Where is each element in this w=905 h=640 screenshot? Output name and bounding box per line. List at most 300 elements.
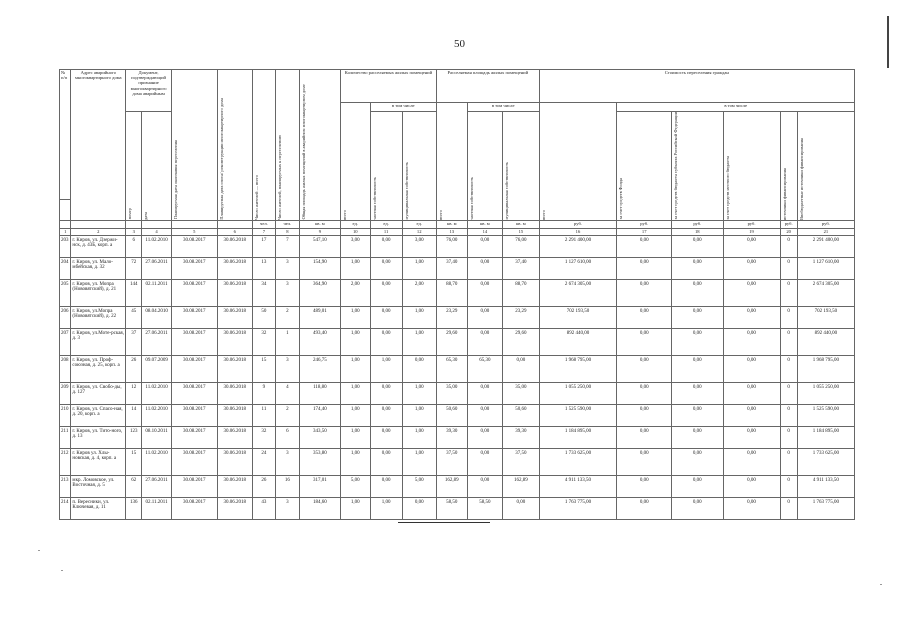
- row-number-cell: 210: [60, 404, 71, 426]
- doc-number-cell: 136: [126, 497, 142, 519]
- premises-count-cell: 1,00: [340, 426, 370, 448]
- unit-cell: руб.: [672, 220, 723, 228]
- cost-subject-budget-cell: 0,00: [672, 235, 723, 257]
- cost-extrabudget-cell: 1 127 610,00: [797, 257, 854, 279]
- address-cell: г. Киров, ул.Моте-рская, д. 3: [71, 328, 126, 355]
- header-residents-to-resettle: Число жителей, планируемых к переселению: [276, 134, 282, 220]
- total-area-cell: 493,40: [299, 328, 340, 355]
- address-cell: г. Киров, ул. Свобо-ды, д. 127: [71, 382, 126, 404]
- scan-speck: [880, 584, 882, 585]
- residents-cell: 13: [253, 257, 276, 279]
- premises-count-municipal-cell: 1,00: [402, 306, 436, 328]
- binder-edge-line: [887, 16, 889, 68]
- header-planned-demolition: Планируемая дата сноса/ реконструкции многоквартирного дома: [218, 97, 224, 220]
- premises-area-municipal-cell: 23,29: [503, 306, 540, 328]
- unit-cell: ед.: [370, 220, 402, 228]
- column-numbers-row: [60, 228, 855, 235]
- premises-count-private-cell: 0,00: [370, 306, 402, 328]
- unit-cell: ед.: [402, 220, 436, 228]
- column-number-cell: 15: [503, 228, 540, 235]
- cost-fund-cell: 0,00: [617, 279, 672, 306]
- cost-subject-budget-cell: 0,00: [672, 328, 723, 355]
- row-number-cell: 209: [60, 382, 71, 404]
- planned-demolition-cell: 30.06.2018: [217, 475, 252, 497]
- total-area-cell: 184,60: [299, 497, 340, 519]
- doc-number-cell: 45: [126, 306, 142, 328]
- unit-cell: руб.: [797, 220, 854, 228]
- total-area-cell: 154,90: [299, 257, 340, 279]
- planned-demolition-cell: 30.06.2018: [217, 306, 252, 328]
- total-area-cell: 353,80: [299, 448, 340, 475]
- residents-to-resettle-cell: 2: [275, 404, 299, 426]
- unit-cell: кв. м: [467, 220, 502, 228]
- cost-local-budget-cell: 0,00: [723, 257, 780, 279]
- residents-to-resettle-cell: 3: [275, 355, 299, 382]
- table-row: [60, 404, 855, 426]
- table-row: [60, 328, 855, 355]
- cost-sources-cell: 0: [780, 448, 797, 475]
- doc-number-cell: 37: [126, 328, 142, 355]
- cost-local-budget-cell: 0,00: [723, 448, 780, 475]
- premises-count-private-cell: 0,00: [370, 448, 402, 475]
- header-planned-end: Планируемая дата окончания переселения: [172, 140, 178, 220]
- doc-date-cell: 27.06.2011: [142, 257, 172, 279]
- premises-area-cell: 39,30: [436, 426, 467, 448]
- planned-demolition-cell: 30.06.2018: [217, 404, 252, 426]
- cost-subject-budget-cell: 0,00: [672, 475, 723, 497]
- doc-date-cell: 08.10.2011: [142, 426, 172, 448]
- address-cell: г. Киров, ул.Мопра (Нововятский), д. 22: [71, 306, 126, 328]
- doc-date-cell: 11.02.2010: [142, 382, 172, 404]
- premises-area-private-cell: 0,00: [467, 448, 502, 475]
- cost-local-budget-cell: 0,00: [723, 279, 780, 306]
- premises-count-private-cell: 0,00: [370, 279, 402, 306]
- premises-count-cell: 5,00: [340, 475, 370, 497]
- cost-local-budget-cell: 0,00: [723, 355, 780, 382]
- premises-area-private-cell: 0,00: [467, 257, 502, 279]
- cost-subject-budget-cell: 0,00: [672, 257, 723, 279]
- doc-number-cell: 14: [126, 404, 142, 426]
- residents-cell: 11: [253, 404, 276, 426]
- unit-cell: руб.: [723, 220, 780, 228]
- cost-extrabudget-cell: 1 184 895,00: [797, 426, 854, 448]
- premises-count-municipal-cell: 5,00: [402, 475, 436, 497]
- footer-divider-line: [398, 522, 490, 523]
- premises-area-municipal-cell: 37,50: [503, 448, 540, 475]
- units-empty-cell: [60, 220, 71, 228]
- premises-area-cell: 162,89: [436, 475, 467, 497]
- cost-total-cell: 1 763 775,00: [539, 497, 617, 519]
- cost-local-budget-cell: 0,00: [723, 497, 780, 519]
- cost-total-cell: 1 733 625,00: [539, 448, 617, 475]
- column-number-cell: 1: [60, 228, 71, 235]
- resettlement-register-table: [59, 69, 855, 520]
- column-number-cell: 4: [142, 228, 172, 235]
- cost-extrabudget-cell: 1 968 795,00: [797, 355, 854, 382]
- residents-cell: 32: [253, 328, 276, 355]
- cost-extrabudget-cell: 2 291 400,00: [797, 235, 854, 257]
- premises-count-cell: 1,00: [340, 382, 370, 404]
- premises-count-private-cell: 0,00: [370, 235, 402, 257]
- cost-sources-cell: 0: [780, 404, 797, 426]
- column-number-cell: 18: [672, 228, 723, 235]
- premises-area-private-cell: 0,00: [467, 426, 502, 448]
- residents-to-resettle-cell: 4: [275, 382, 299, 404]
- column-number-cell: 3: [126, 228, 142, 235]
- residents-to-resettle-cell: 2: [275, 306, 299, 328]
- premises-area-municipal-cell: 39,30: [503, 426, 540, 448]
- row-number-cell: 207: [60, 328, 71, 355]
- cost-subject-budget-cell: 0,00: [672, 355, 723, 382]
- table-row: [60, 448, 855, 475]
- cost-sources-cell: 0: [780, 355, 797, 382]
- premises-area-cell: 37,50: [436, 448, 467, 475]
- planned-end-cell: 30.08.2017: [171, 306, 217, 328]
- residents-cell: 24: [253, 448, 276, 475]
- doc-date-cell: 27.06.2011: [142, 475, 172, 497]
- header-count-incl: в том числе: [370, 103, 436, 112]
- premises-count-municipal-cell: 3,00: [402, 235, 436, 257]
- header-premises-area: Расселяемая площадь жилых помещений: [436, 70, 539, 103]
- scan-speck: [61, 570, 63, 571]
- doc-number-cell: 26: [126, 355, 142, 382]
- table-row: [60, 475, 855, 497]
- row-number-cell: 211: [60, 426, 71, 448]
- premises-area-municipal-cell: 50,60: [503, 404, 540, 426]
- cost-total-cell: 2 291 400,00: [539, 235, 617, 257]
- total-area-cell: 547,10: [299, 235, 340, 257]
- planned-demolition-cell: 30.06.2018: [217, 355, 252, 382]
- planned-end-cell: 30.08.2017: [171, 235, 217, 257]
- premises-area-municipal-cell: 162,89: [503, 475, 540, 497]
- cost-local-budget-cell: 0,00: [723, 328, 780, 355]
- planned-end-cell: 30.08.2017: [171, 426, 217, 448]
- premises-area-private-cell: 0,00: [467, 475, 502, 497]
- premises-count-cell: 1,00: [340, 257, 370, 279]
- column-number-cell: 8: [275, 228, 299, 235]
- header-local-budget: за счет средств местного бюджета: [724, 155, 730, 220]
- cost-total-cell: 4 911 133,50: [539, 475, 617, 497]
- doc-number-cell: 6: [126, 235, 142, 257]
- cost-subject-budget-cell: 0,00: [672, 426, 723, 448]
- cost-sources-cell: 0: [780, 426, 797, 448]
- column-number-cell: 11: [370, 228, 402, 235]
- cost-sources-cell: 0: [780, 382, 797, 404]
- header-area-incl: в том числе: [467, 103, 539, 112]
- cost-fund-cell: 0,00: [617, 235, 672, 257]
- premises-count-municipal-cell: 1,00: [402, 448, 436, 475]
- cost-subject-budget-cell: 0,00: [672, 382, 723, 404]
- table-row: [60, 306, 855, 328]
- cost-local-budget-cell: 0,00: [723, 306, 780, 328]
- total-area-cell: 343,50: [299, 426, 340, 448]
- premises-area-cell: 50,60: [436, 404, 467, 426]
- header-cost-incl: в том числе: [617, 103, 855, 112]
- doc-date-cell: 11.02.2010: [142, 448, 172, 475]
- premises-area-cell: 76,00: [436, 235, 467, 257]
- cost-total-cell: 1 055 250,00: [539, 382, 617, 404]
- header-area-private: частная собственность: [468, 176, 474, 220]
- cost-extrabudget-cell: 4 911 133,50: [797, 475, 854, 497]
- units-empty-cell: [217, 220, 252, 228]
- cost-subject-budget-cell: 0,00: [672, 279, 723, 306]
- cost-total-cell: 2 674 305,00: [539, 279, 617, 306]
- cost-sources-cell: 0: [780, 257, 797, 279]
- unit-cell: руб.: [780, 220, 797, 228]
- column-number-cell: 9: [299, 228, 340, 235]
- residents-cell: 26: [253, 475, 276, 497]
- cost-sources-cell: 0: [780, 475, 797, 497]
- premises-area-cell: 88,70: [436, 279, 467, 306]
- premises-area-private-cell: 65,30: [467, 355, 502, 382]
- premises-count-cell: 1,00: [340, 404, 370, 426]
- cost-local-budget-cell: 0,00: [723, 235, 780, 257]
- premises-count-private-cell: 0,00: [370, 257, 402, 279]
- planned-end-cell: 30.08.2017: [171, 448, 217, 475]
- premises-area-private-cell: 0,00: [467, 235, 502, 257]
- total-area-cell: 317,01: [299, 475, 340, 497]
- cost-extrabudget-cell: 1 055 250,00: [797, 382, 854, 404]
- premises-area-cell: 37,40: [436, 257, 467, 279]
- column-number-cell: 13: [436, 228, 467, 235]
- premises-area-cell: 58,50: [436, 497, 467, 519]
- premises-area-cell: 23,29: [436, 306, 467, 328]
- total-area-cell: 246,75: [299, 355, 340, 382]
- doc-number-cell: 72: [126, 257, 142, 279]
- doc-date-cell: 09.07.2009: [142, 355, 172, 382]
- cost-total-cell: 1 968 795,00: [539, 355, 617, 382]
- header-fund: за счет средств Фонда: [618, 178, 624, 220]
- premises-count-cell: 1,00: [340, 355, 370, 382]
- address-cell: г. Киров, ул. Дзержи-нск, д. 43Б, корп. а: [71, 235, 126, 257]
- premises-count-private-cell: 0,00: [370, 426, 402, 448]
- page-number: 50: [454, 38, 465, 50]
- doc-number-cell: 62: [126, 475, 142, 497]
- cost-total-cell: 892 440,00: [539, 328, 617, 355]
- column-number-cell: 16: [539, 228, 617, 235]
- premises-area-cell: 35,00: [436, 382, 467, 404]
- premises-count-municipal-cell: 1,00: [402, 404, 436, 426]
- cost-local-budget-cell: 0,00: [723, 426, 780, 448]
- column-number-cell: 5: [171, 228, 217, 235]
- premises-count-cell: 3,00: [340, 235, 370, 257]
- row-number-cell: 213: [60, 475, 71, 497]
- residents-cell: 43: [253, 497, 276, 519]
- cost-extrabudget-cell: 1 525 590,00: [797, 404, 854, 426]
- premises-count-cell: 1,00: [340, 306, 370, 328]
- residents-cell: 9: [253, 382, 276, 404]
- unit-cell: руб.: [539, 220, 617, 228]
- residents-to-resettle-cell: 16: [275, 475, 299, 497]
- premises-count-municipal-cell: 1,00: [402, 426, 436, 448]
- cost-fund-cell: 0,00: [617, 306, 672, 328]
- planned-demolition-cell: 30.06.2018: [217, 257, 252, 279]
- column-number-cell: 14: [467, 228, 502, 235]
- total-area-cell: 118,80: [299, 382, 340, 404]
- row-number-cell: 208: [60, 355, 71, 382]
- doc-number-cell: 144: [126, 279, 142, 306]
- premises-count-cell: 1,00: [340, 448, 370, 475]
- cost-total-cell: 1 525 590,00: [539, 404, 617, 426]
- residents-cell: 34: [253, 279, 276, 306]
- header-area-municipal: муниципальная собственность: [504, 162, 510, 220]
- total-area-cell: 489,01: [299, 306, 340, 328]
- header-count-total: всего: [341, 209, 347, 220]
- cost-total-cell: 702 193,50: [539, 306, 617, 328]
- cost-sources-cell: 0: [780, 328, 797, 355]
- residents-cell: 32: [253, 426, 276, 448]
- cost-total-cell: 1 127 610,00: [539, 257, 617, 279]
- premises-count-municipal-cell: 1,00: [402, 328, 436, 355]
- cost-local-budget-cell: 0,00: [723, 475, 780, 497]
- premises-area-private-cell: 0,00: [467, 279, 502, 306]
- cost-subject-budget-cell: 0,00: [672, 306, 723, 328]
- planned-demolition-cell: 30.06.2018: [217, 497, 252, 519]
- row-number-cell: 214: [60, 497, 71, 519]
- doc-date-cell: 27.06.2011: [142, 328, 172, 355]
- cost-sources-cell: 0: [780, 497, 797, 519]
- address-cell: г. Киров, ул. Спасо-ная, д. 20, корп. а: [71, 404, 126, 426]
- unit-cell: кв. м: [503, 220, 540, 228]
- table-row: [60, 382, 855, 404]
- column-number-cell: 2: [71, 228, 126, 235]
- doc-date-cell: 11.02.2010: [142, 404, 172, 426]
- address-cell: г. Киров, ул. Мопра (Нововятский), д. 21: [71, 279, 126, 306]
- premises-area-private-cell: 0,00: [467, 404, 502, 426]
- premises-count-municipal-cell: 1,00: [402, 382, 436, 404]
- row-number-cell: 205: [60, 279, 71, 306]
- premises-count-municipal-cell: 1,00: [402, 257, 436, 279]
- premises-count-cell: 2,00: [340, 279, 370, 306]
- planned-end-cell: 30.08.2017: [171, 497, 217, 519]
- residents-cell: 15: [253, 355, 276, 382]
- column-number-cell: 6: [217, 228, 252, 235]
- premises-count-private-cell: 0,00: [370, 328, 402, 355]
- cost-extrabudget-cell: 892 440,00: [797, 328, 854, 355]
- cost-extrabudget-cell: 2 674 305,00: [797, 279, 854, 306]
- header-subject-budget: за счет средств бюджета субъекта Российской Федерации: [673, 112, 679, 220]
- cost-sources-cell: 0: [780, 306, 797, 328]
- units-empty-cell: [171, 220, 217, 228]
- column-number-cell: 10: [340, 228, 370, 235]
- planned-end-cell: 30.08.2017: [171, 404, 217, 426]
- header-no: № п/п: [60, 70, 71, 200]
- residents-cell: 50: [253, 306, 276, 328]
- premises-area-municipal-cell: 37,40: [503, 257, 540, 279]
- table-row: [60, 235, 855, 257]
- cost-fund-cell: 0,00: [617, 328, 672, 355]
- header-address: Адрес аварийного многоквартирного дома: [71, 70, 126, 221]
- unit-cell: кв. м: [299, 220, 340, 228]
- premises-area-cell: 29,60: [436, 328, 467, 355]
- premises-area-municipal-cell: 29,60: [503, 328, 540, 355]
- row-number-cell: 206: [60, 306, 71, 328]
- planned-demolition-cell: 30.06.2018: [217, 448, 252, 475]
- table-row: [60, 426, 855, 448]
- premises-area-private-cell: 0,00: [467, 306, 502, 328]
- cost-fund-cell: 0,00: [617, 426, 672, 448]
- planned-demolition-cell: 30.06.2018: [217, 328, 252, 355]
- header-area-total: всего: [437, 209, 443, 220]
- header-extra-sources: источники финансирования: [781, 167, 787, 220]
- total-area-cell: 364,90: [299, 279, 340, 306]
- table-row: [60, 279, 855, 306]
- premises-count-private-cell: 0,00: [370, 475, 402, 497]
- address-cell: г. Киров, ул. Мало-мбейская, д. 32: [71, 257, 126, 279]
- address-cell: г. Киров, ул. Проф-союзная, д. 25, корп. а: [71, 355, 126, 382]
- doc-number-cell: 15: [126, 448, 142, 475]
- column-number-cell: 20: [780, 228, 797, 235]
- planned-end-cell: 30.08.2017: [171, 355, 217, 382]
- cost-extrabudget-cell: 702 193,50: [797, 306, 854, 328]
- unit-cell: руб.: [617, 220, 672, 228]
- residents-to-resettle-cell: 3: [275, 497, 299, 519]
- address-cell: п. Вересники, ул. Ключевая, д. 11: [71, 497, 126, 519]
- cost-local-budget-cell: 0,00: [723, 404, 780, 426]
- column-number-cell: 17: [617, 228, 672, 235]
- premises-count-municipal-cell: 0,00: [402, 355, 436, 382]
- doc-date-cell: 08.04.2010: [142, 306, 172, 328]
- address-cell: г. Киров, ул. Тито-ного, д. 13: [71, 426, 126, 448]
- units-row: [60, 220, 855, 228]
- premises-count-private-cell: 0,00: [370, 404, 402, 426]
- cost-subject-budget-cell: 0,00: [672, 448, 723, 475]
- doc-date-cell: 02.11.2011: [142, 497, 172, 519]
- planned-end-cell: 30.08.2017: [171, 475, 217, 497]
- cost-fund-cell: 0,00: [617, 257, 672, 279]
- premises-area-municipal-cell: 76,00: [503, 235, 540, 257]
- premises-area-municipal-cell: 35,00: [503, 382, 540, 404]
- doc-date-cell: 11.02.2010: [142, 235, 172, 257]
- cost-subject-budget-cell: 0,00: [672, 404, 723, 426]
- premises-count-cell: 1,00: [340, 497, 370, 519]
- cost-subject-budget-cell: 0,00: [672, 497, 723, 519]
- residents-to-resettle-cell: 3: [275, 279, 299, 306]
- cost-fund-cell: 0,00: [617, 404, 672, 426]
- column-number-cell: 7: [253, 228, 276, 235]
- header-cost: Стоимость переселения граждан: [539, 70, 854, 103]
- planned-end-cell: 30.08.2017: [171, 382, 217, 404]
- header-count-municipal: муниципальная собственность: [403, 162, 409, 220]
- unit-cell: чел.: [253, 220, 276, 228]
- address-cell: мкр. Ломовское, ул. Восточная, д. 5: [71, 475, 126, 497]
- residents-to-resettle-cell: 3: [275, 448, 299, 475]
- cost-local-budget-cell: 0,00: [723, 382, 780, 404]
- cost-fund-cell: 0,00: [617, 475, 672, 497]
- residents-cell: 17: [253, 235, 276, 257]
- header-doc-date: дата: [143, 211, 149, 220]
- planned-end-cell: 30.08.2017: [171, 257, 217, 279]
- address-cell: г. Киров ул. Хлы-новская, д. 4, корп. а: [71, 448, 126, 475]
- row-number-cell: 204: [60, 257, 71, 279]
- header-cost-total: всего: [540, 209, 546, 220]
- cost-total-cell: 1 184 895,00: [539, 426, 617, 448]
- premises-count-municipal-cell: 2,00: [402, 279, 436, 306]
- table-row: [60, 497, 855, 519]
- premises-count-private-cell: 0,00: [370, 382, 402, 404]
- units-empty-cell: [142, 220, 172, 228]
- header-premises-count: Количество расселяемых жилых помещений: [340, 70, 436, 103]
- planned-end-cell: 30.08.2017: [171, 279, 217, 306]
- header-total-area: Общая площадь жилых помещений в аварийном многоквартирном доме: [300, 84, 306, 220]
- cost-fund-cell: 0,00: [617, 448, 672, 475]
- premises-area-private-cell: 0,00: [467, 328, 502, 355]
- row-number-cell: 203: [60, 235, 71, 257]
- header-doc-number: номер: [127, 208, 133, 220]
- doc-number-cell: 12: [126, 382, 142, 404]
- header-residents: Число жителей — всего: [254, 174, 259, 220]
- cost-extrabudget-cell: 1 763 775,00: [797, 497, 854, 519]
